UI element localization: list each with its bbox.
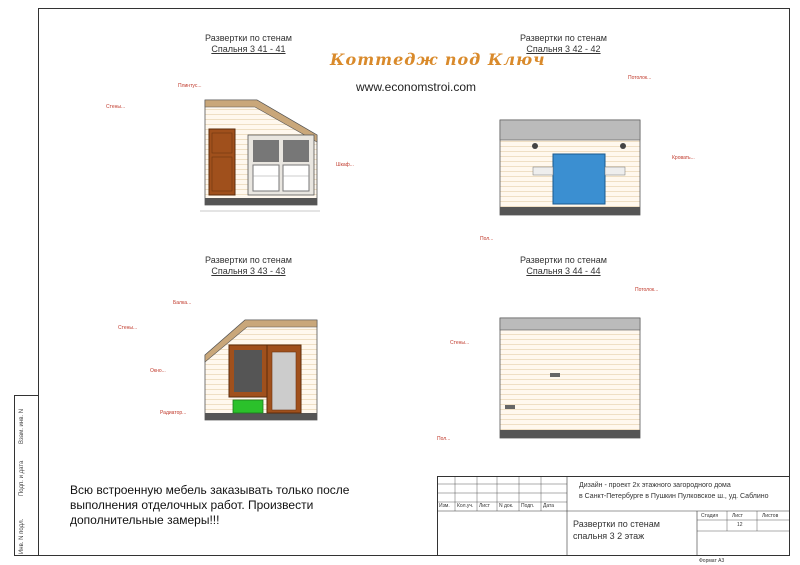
tb-col-4: N док. <box>499 503 514 509</box>
tb-project: Дизайн - проект 2х этажного загородного дома <box>579 482 731 489</box>
tb-col-3: Лист <box>479 503 490 509</box>
callout-43-c: Окно... <box>150 368 166 374</box>
callout-41-c: Шкаф... <box>336 162 354 168</box>
callout-43-d: Радиатор... <box>160 410 187 416</box>
tb-sheets-header: Листов <box>762 513 779 519</box>
tb-sheet-no: 12 <box>737 522 743 528</box>
side-label-3: Взам. инв. N <box>19 408 25 444</box>
side-stamp <box>14 395 38 556</box>
tb-col-1: Изм. <box>439 503 450 509</box>
callout-44-a: Потолок... <box>635 287 659 293</box>
website-link[interactable]: www.economstroi.com <box>356 80 477 94</box>
tb-format: Формат А3 <box>699 558 725 564</box>
elevation-43 <box>195 300 325 428</box>
view-title-42: Развертки по стенам Спальня 3 42 - 42 <box>520 33 607 54</box>
title-block <box>437 476 790 564</box>
tb-col-6: Дата <box>543 503 555 509</box>
callout-42-b: Кровать... <box>672 155 695 161</box>
callout-42-c: Пол... <box>480 236 494 242</box>
callout-43-b: Стены... <box>118 325 138 331</box>
side-label-2: Подп. и дата <box>19 460 25 496</box>
callout-42-a: Потолок... <box>628 75 652 81</box>
elevation-42 <box>495 112 645 220</box>
callout-44-c: Пол... <box>437 436 451 442</box>
elevation-44 <box>495 310 645 445</box>
callout-43-a: Балка... <box>173 300 192 306</box>
brand-logo-text: Коттедж под Ключ <box>330 50 546 69</box>
note-text: Всю встроенную мебель заказывать только после выполнения отделочных работ. Произвести дополнительные замеры!!! <box>70 483 350 527</box>
view-title-41: Развертки по стенам Спальня 3 41 - 41 <box>205 33 292 54</box>
elevation-41 <box>195 95 325 215</box>
side-label-1: Инв. N подл. <box>19 518 25 554</box>
view-title-43: Развертки по стенам Спальня 3 43 - 43 <box>205 255 292 276</box>
tb-address: в Санкт-Петербурге в Пушкин Пулковское ш., уд. Саблино <box>579 493 769 500</box>
tb-col-5: Подп. <box>521 503 535 509</box>
tb-col-2: Кол.уч. <box>457 503 474 509</box>
callout-44-b: Стены... <box>450 340 470 346</box>
callout-41-b: Стены... <box>106 104 126 110</box>
tb-sheet-header: Лист <box>732 513 743 519</box>
tb-stage-header: Стадия <box>701 513 719 519</box>
callout-41-a: Плинтус... <box>178 83 202 89</box>
tb-sheet-title: Развертки по стенам спальня 3 2 этаж <box>573 519 660 541</box>
view-title-44: Развертки по стенам Спальня 3 44 - 44 <box>520 255 607 276</box>
